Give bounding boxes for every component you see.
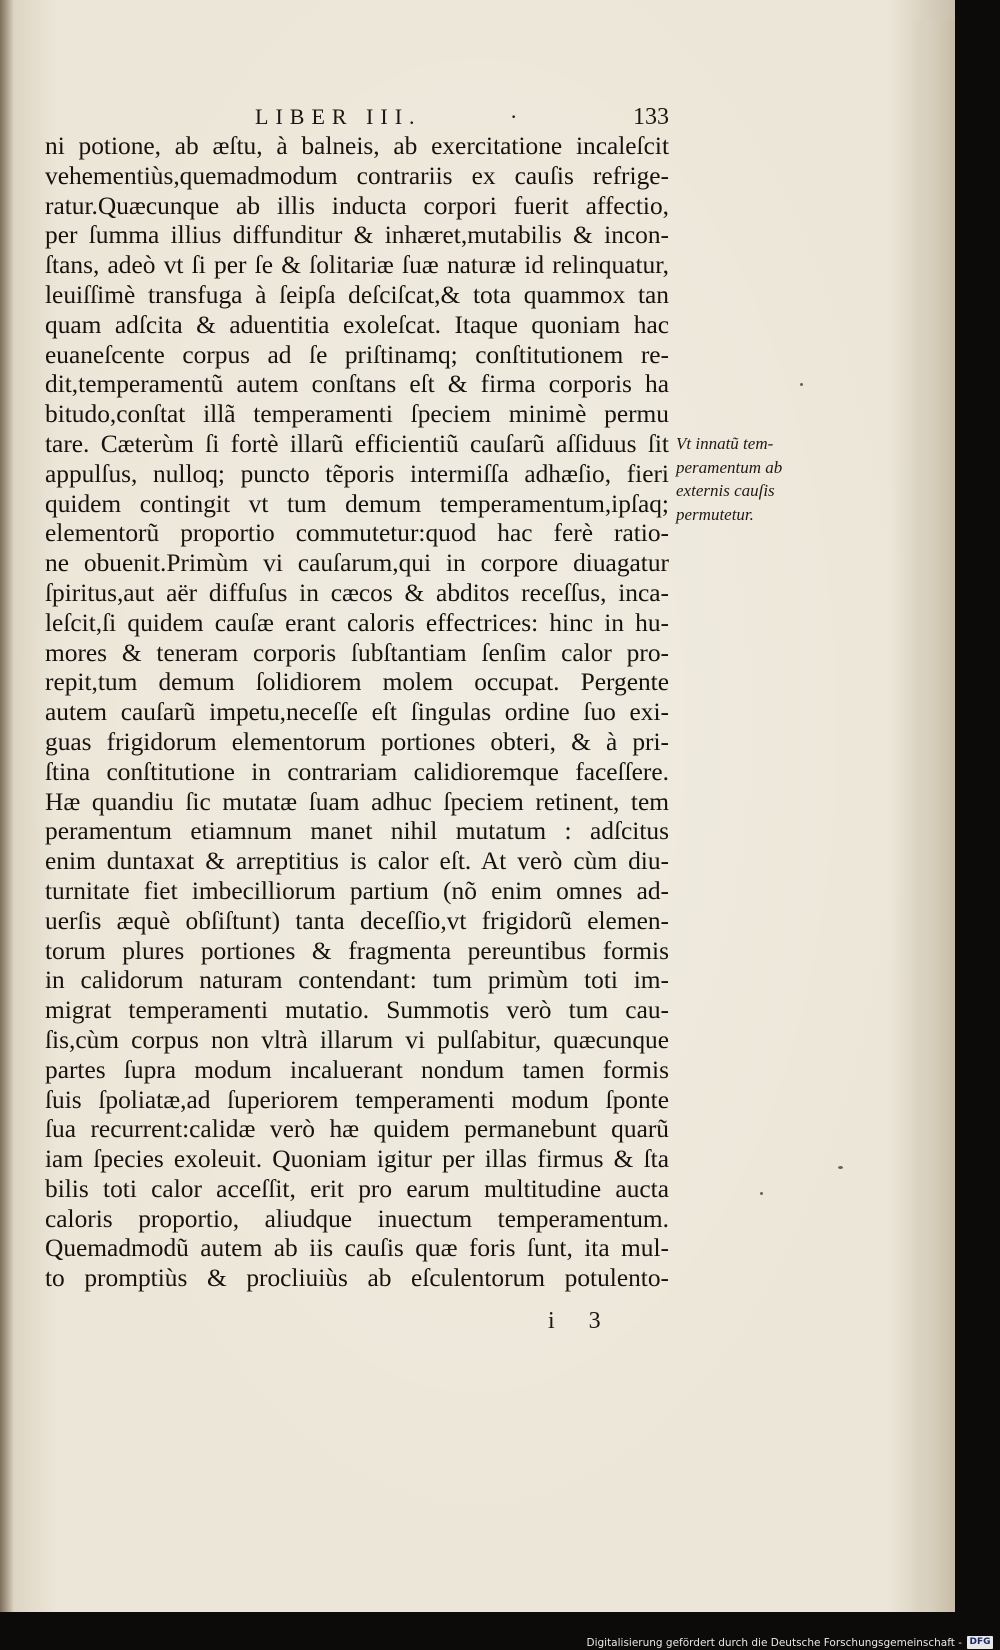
text-line: leſcit,ſi quidem cauſæ erant caloris effectrices: hinc in hu- <box>45 608 669 637</box>
running-title: LIBER III. <box>255 104 422 129</box>
text-line: bilis toti calor acceſſit, erit pro earum multitudine aucta <box>45 1174 669 1203</box>
text-line: uerſis æquè obſiſtunt) tanta deceſſio,vt frigidorũ elemen- <box>45 906 669 935</box>
text-line: guas frigidorum elementorum portiones obteri, & à pri- <box>45 727 669 756</box>
text-line: ſpiritus,aut aër diffuſus in cæcos & abditos receſſus, inca- <box>45 578 669 607</box>
text-line: vehementiùs,quemadmodum contrariis ex cauſis refrige- <box>45 161 669 190</box>
text-line: elementorũ proportio commutetur:quod hac ferè ratio- <box>45 519 669 548</box>
text-line: Hæ quandiu ſic mutatæ ſuam adhuc ſpeciem retinent, tem <box>45 787 669 816</box>
text-line: mores & teneram corporis ſubſtantiam ſenſim calor pro- <box>45 638 669 667</box>
text-line: torum plures portiones & fragmenta pereuntibus formis <box>45 936 669 965</box>
text-line: ni potione, ab æſtu, à balneis, ab exercitatione incaleſcit <box>45 132 669 160</box>
text-line: ne obuenit.Primùm vi cauſarum,qui in corpore diuagatur <box>45 549 669 578</box>
marginal-note-line: peramentum ab <box>676 457 783 477</box>
marginal-note-line: Vt innatũ tem- <box>676 434 774 453</box>
paper-speck <box>838 1166 843 1169</box>
marginal-note-line: externis cauſis <box>676 481 775 500</box>
text-line: per ſumma illius diffunditur & inhæret,mutabilis & incon- <box>45 221 669 250</box>
marginal-note-line: permutetur. <box>676 504 754 524</box>
text-line: ſtina conſtitutione in contrariam calidioremque faceſſere. <box>45 757 669 786</box>
text-line: ſtans, adeò vt ſi per ſe & ſolitariæ ſuæ naturæ id relinquatur, <box>45 251 669 280</box>
text-line: partes ſupra modum incaluerant nondum tamen formis <box>45 1055 669 1084</box>
text-line: autem cauſarũ impetu,neceſſe eſt ſingulas ordine ſuo exi- <box>45 698 669 727</box>
text-line: turnitate fiet imbecilliorum partium (nõ enim omnes ad- <box>45 876 669 905</box>
marginal-note <box>676 432 826 526</box>
header-ornament: · <box>510 104 518 129</box>
text-line: Quemadmodũ autem ab iis cauſis quæ foris ſunt, ita mul- <box>45 1234 669 1263</box>
text-line: caloris proportio, aliudque inuectum temperamentum. <box>45 1204 669 1233</box>
paper-speck <box>800 383 803 386</box>
text-line: quam adſcita & aduentitia exoleſcat. Itaque quoniam hac <box>45 310 669 339</box>
page-header <box>45 104 669 134</box>
text-line: tare. Cæterùm ſi fortè illarũ efficientiũ cauſarũ aſſiduus ſit <box>45 429 669 458</box>
text-line: enim duntaxat & arreptitius is calor eſt. At verò cùm diu- <box>45 847 669 876</box>
footer-credit: Digitalisierung gefördert durch die Deutsche Forschungsgemeinschaft - <box>586 1637 962 1649</box>
text-line: ſis,cùm corpus non vltrà illarum vi pulſabitur, quæcunque <box>45 1025 669 1054</box>
text-line: euaneſcente corpus ad ſe priſtinamq; conſtitutionem re- <box>45 340 669 369</box>
text-line: ſua recurrent:calidæ verò hæ quidem permanebunt quarũ <box>45 1115 669 1144</box>
paper-speck <box>760 1192 763 1195</box>
text-line: quidem contingit vt tum demum temperamentum,ipſaq; <box>45 489 669 518</box>
text-line: in calidorum naturam contendant: tum primùm toti im- <box>45 966 669 995</box>
signature-mark: i 3 <box>548 1308 615 1334</box>
text-line: to promptiùs & procliuiùs ab eſculentorum potulento- <box>45 1264 669 1293</box>
text-line: bitudo,conſtat illã temperamenti ſpeciem minimè permu <box>45 400 669 429</box>
text-line: iam ſpecies exoleuit. Quoniam igitur per illas firmus & ſta <box>45 1145 669 1174</box>
text-line: repit,tum demum ſolidiorem molem occupat. Pergente <box>45 668 669 697</box>
text-line: migrat temperamenti mutatio. Summotis verò tum cau- <box>45 996 669 1025</box>
text-line: leuiſſimè transfuga à ſeipſa deſciſcat,& tota quammox tan <box>45 280 669 309</box>
text-line: appulſus, nulloq; puncto tẽporis intermiſſa adhæſio, fieri <box>45 459 669 488</box>
text-line: ratur.Quæcunque ab illis inducta corpori fuerit affectio, <box>45 191 669 220</box>
text-line: peramentum etiamnum manet nihil mutatum : adſcitus <box>45 817 669 846</box>
text-line: ſuis ſpoliatæ,ad ſuperiorem temperamenti modum ſponte <box>45 1085 669 1114</box>
page-edge <box>910 20 955 1612</box>
page-number: 133 <box>633 104 669 130</box>
page-gutter <box>0 0 14 1612</box>
text-line: dit,temperamentũ autem conſtans eſt & firma corporis ha <box>45 370 669 399</box>
main-text-block <box>45 132 669 1294</box>
dfg-logo: DFG <box>967 1636 993 1649</box>
